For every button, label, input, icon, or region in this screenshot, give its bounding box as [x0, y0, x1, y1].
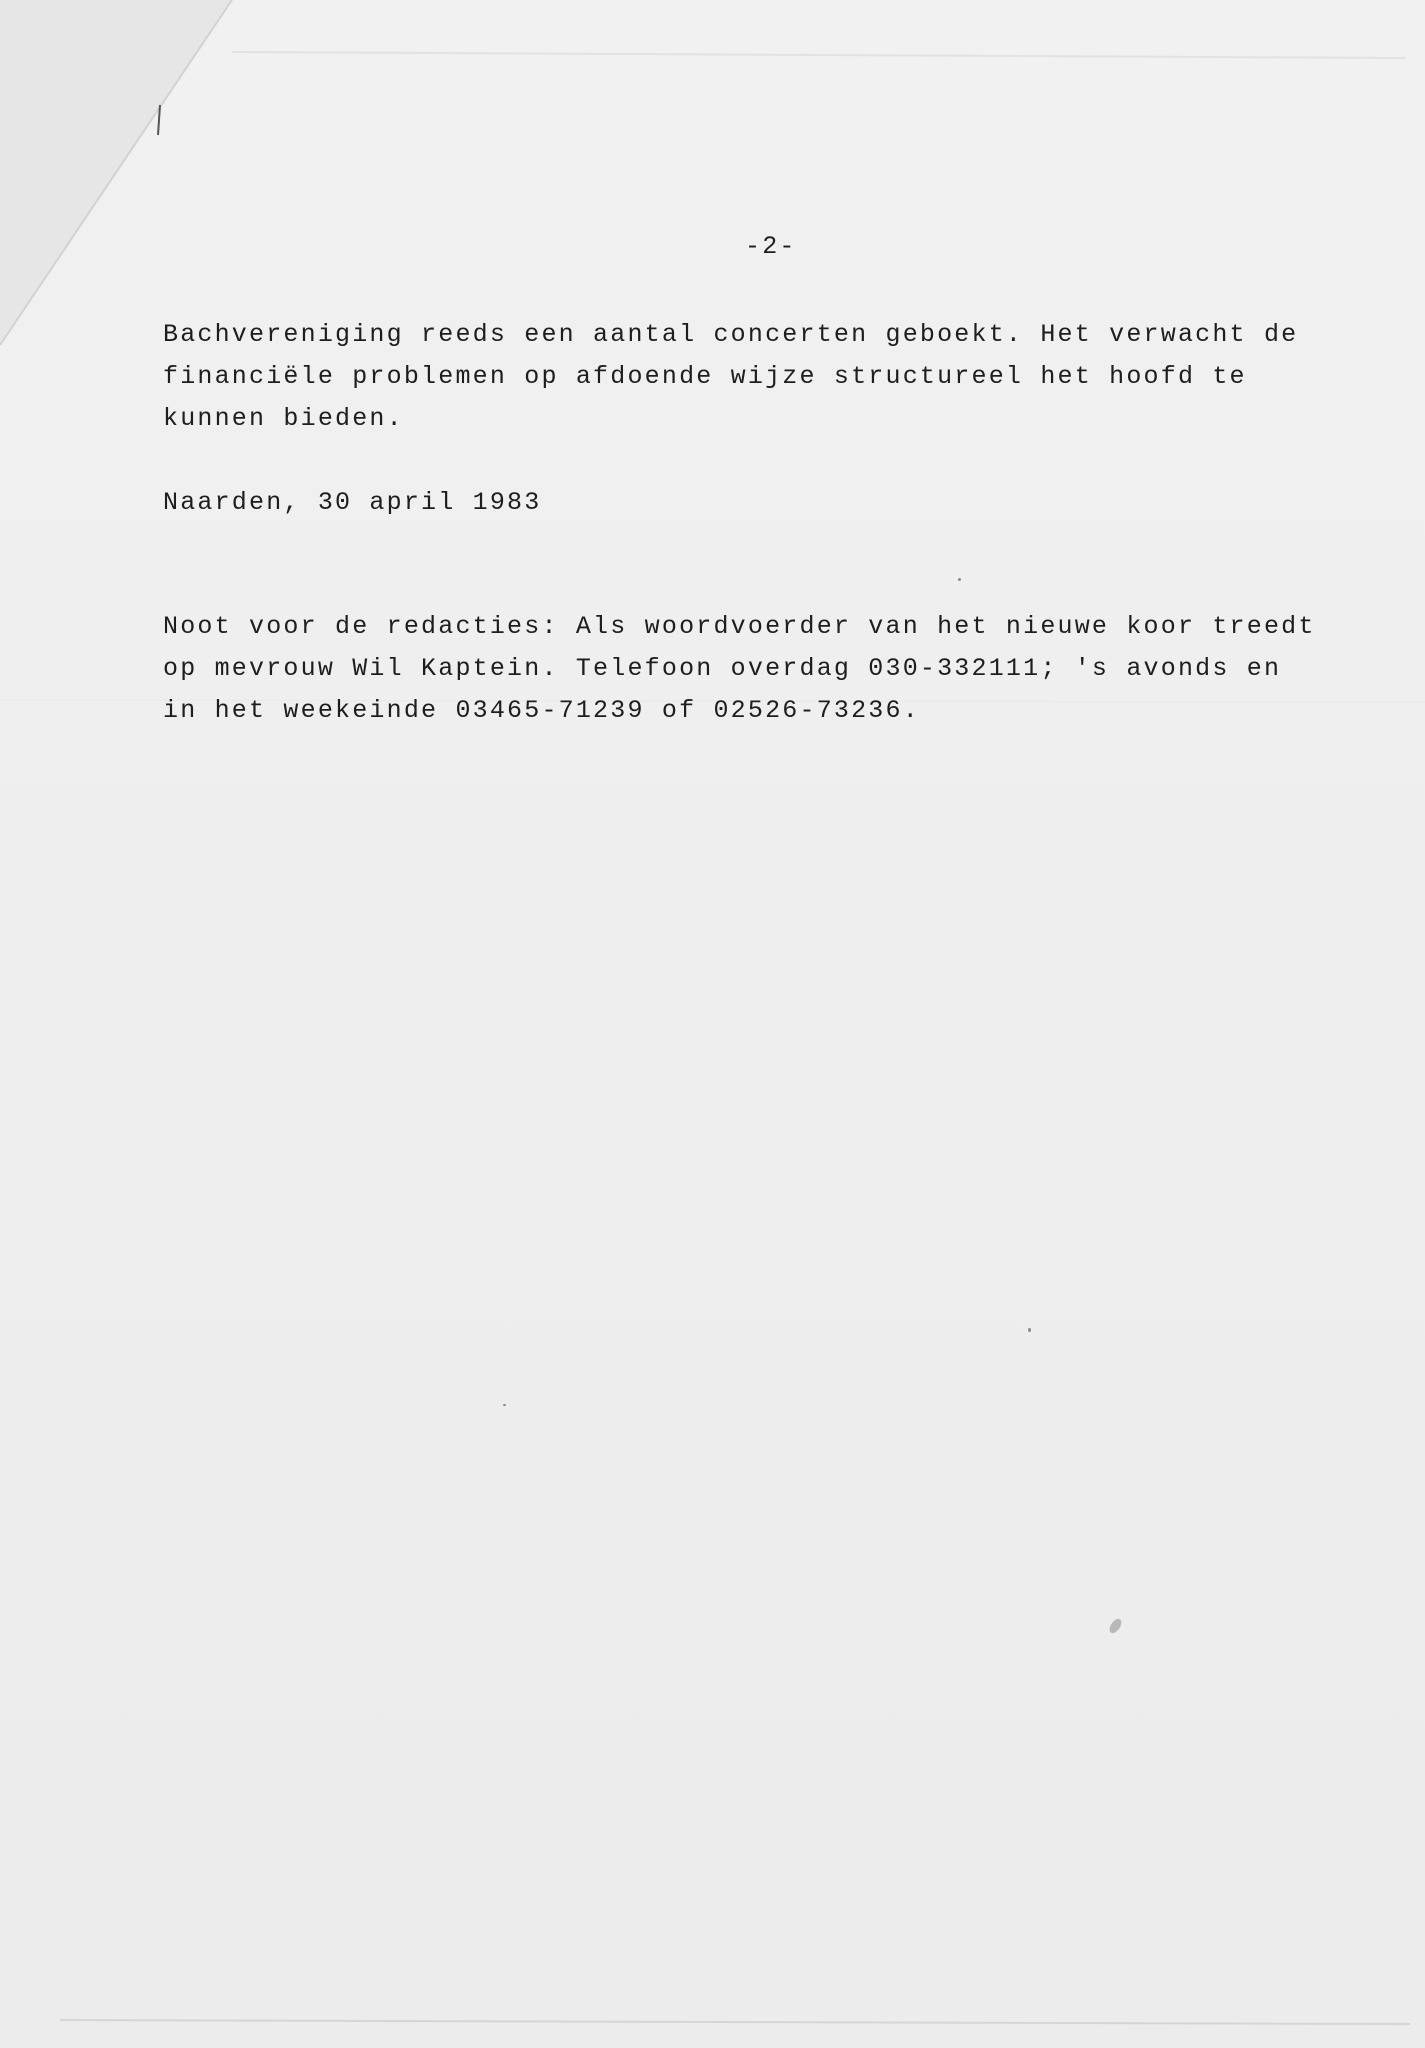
editor-note: Noot voor de redacties: Als woordvoerder van het nieuwe koor treedt op mevrouw Wil Kaptein. Telefoon overdag 030-332111; 's avonds en in het weekeinde 03465-71239 of 02526-73236. [163, 612, 1316, 725]
paragraph-continuation: Bachvereniging reeds een aantal concerten geboekt. Het verwacht de financiële problemen op afdoende wijze structureel het hoofd te kunnen bieden. [163, 320, 1299, 433]
paper-speck [1028, 1328, 1031, 1332]
paper-speck [503, 1404, 506, 1406]
place-date-line: Naarden, 30 april 1983 [163, 488, 542, 517]
paper-speck [958, 578, 961, 581]
page-number: -2- [745, 232, 797, 261]
